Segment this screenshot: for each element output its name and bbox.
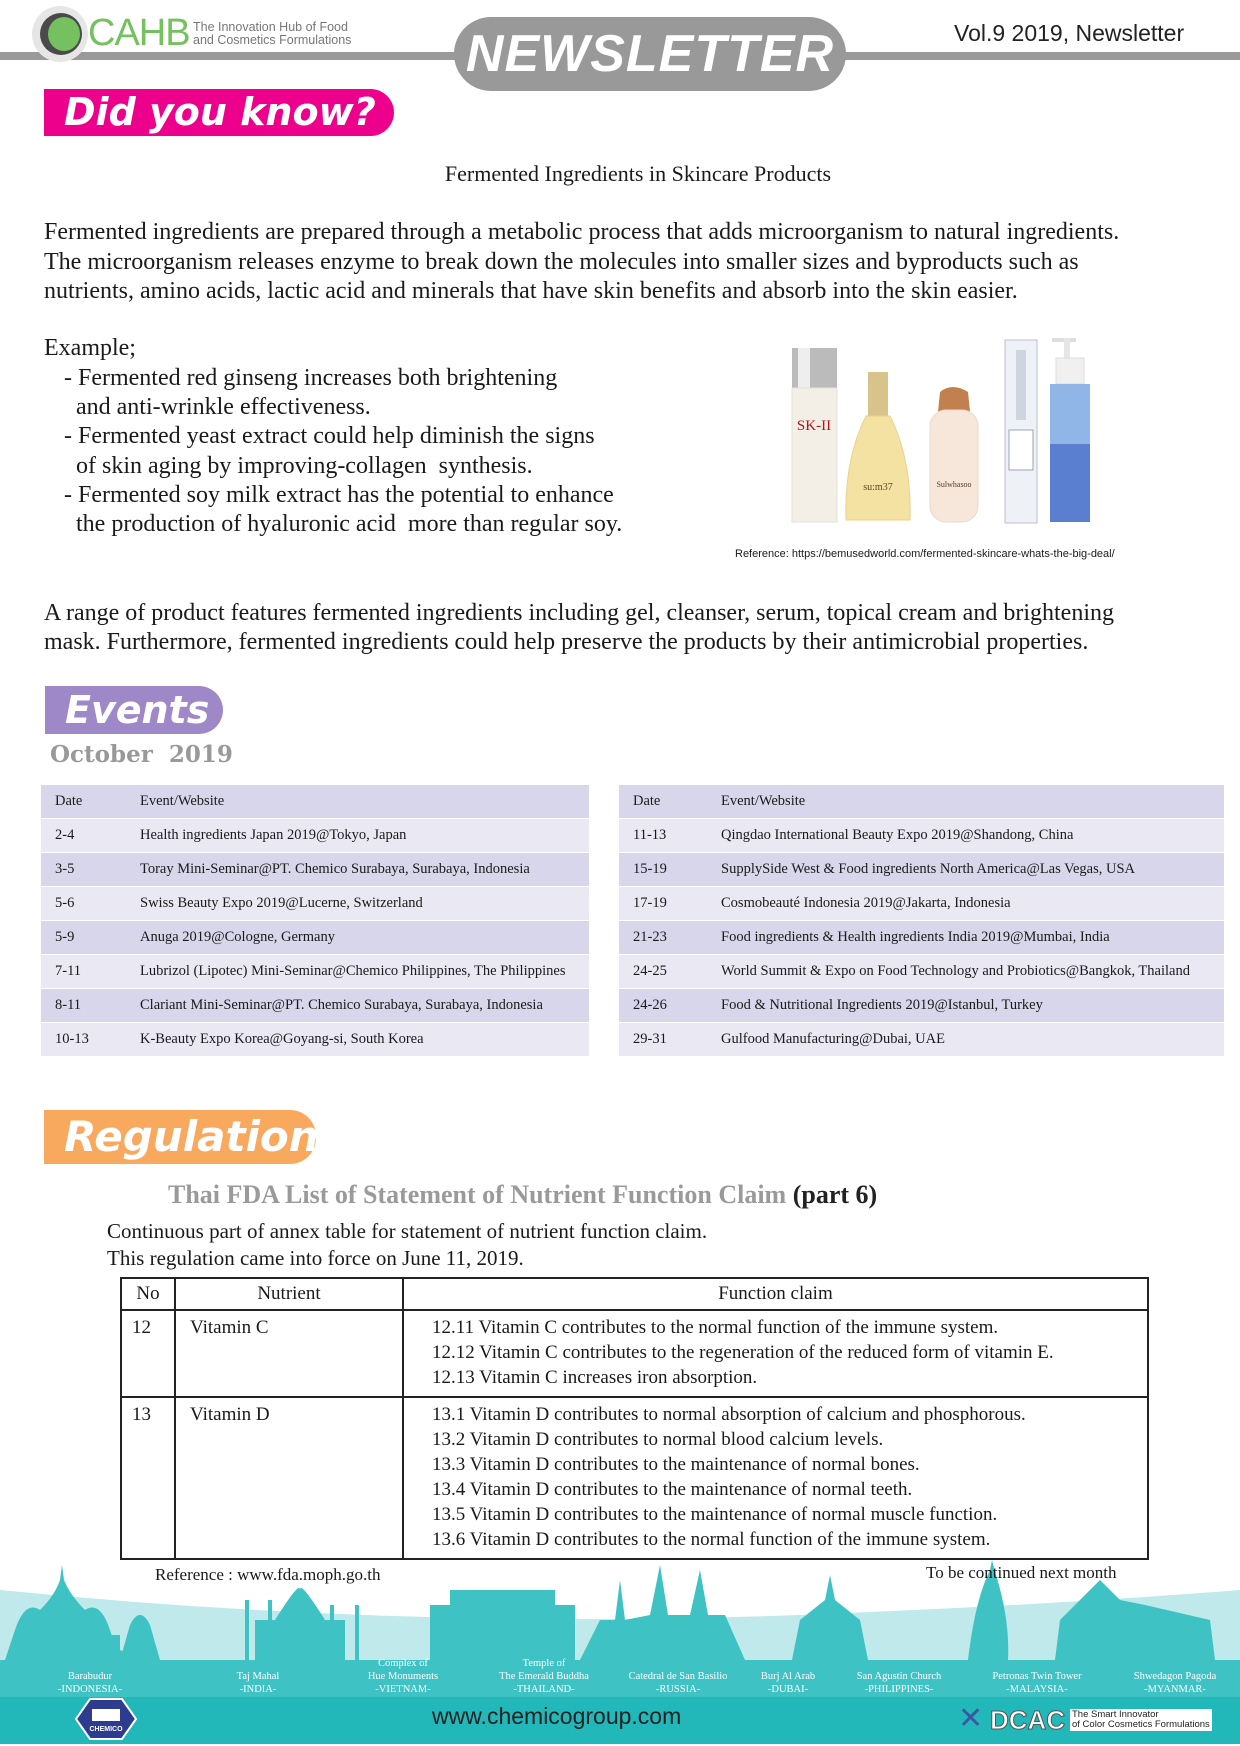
regulation-intro: Continuous part of annex table for statement of nutrient function claim. This regulation came into force on June 11, 2019. — [107, 1219, 708, 1270]
event-date: 3-5 — [41, 853, 140, 887]
event-name: Qingdao International Beauty Expo 2019@Shandong, China — [721, 819, 1224, 853]
svg-text:CHEMICO: CHEMICO — [89, 1726, 123, 1733]
example-label: Example; — [44, 335, 136, 361]
newsletter-banner: NEWSLETTER — [454, 17, 846, 91]
event-row — [619, 955, 1224, 989]
regulation-title: Thai FDA List of Statement of Nutrient Function Claim (part 6) — [168, 1180, 878, 1209]
event-row — [41, 853, 589, 887]
event-date: 5-6 — [41, 887, 140, 921]
table-header-row: No Nutrient Function claim — [121, 1278, 1148, 1310]
landmark-label: Shwedagon Pagoda -MYANMAR- — [1133, 1671, 1217, 1695]
event-name: Toray Mini-Seminar@PT. Chemico Surabaya, Surabaya, Indonesia — [140, 853, 589, 887]
event-date: 21-23 — [619, 921, 721, 955]
event-name: Food ingredients & Health ingredients India 2019@Mumbai, India — [721, 921, 1224, 955]
landmark-label: Barabudur -INDONESIA- — [57, 1671, 123, 1695]
article-title: Fermented Ingredients in Skincare Products — [444, 161, 832, 186]
landmark-label: San Agustin Church -PHILIPPINES- — [856, 1671, 942, 1695]
landmark-label: Burj Al Arab -DUBAI- — [760, 1671, 816, 1695]
event-name: SupplySide West & Food ingredients North America@Las Vegas, USA — [721, 853, 1224, 887]
event-name: Gulfood Manufacturing@Dubai, UAE — [721, 1023, 1224, 1057]
closing-paragraph: A range of product features fermented ingredients including gel, cleanser, serum, topical cream and brightening mask. Furthermore, fermented ingredients could help preserve the products by their antimicrobial properties. — [44, 600, 1114, 655]
event-row — [41, 819, 589, 853]
landmark-label: Temple of The Emerald Buddha -THAILAND- — [499, 1658, 589, 1695]
events-table-left — [41, 785, 589, 1057]
function-claim-table — [120, 1277, 1149, 1560]
event-row — [41, 1023, 589, 1057]
event-date: 5-9 — [41, 921, 140, 955]
event-name: Anuga 2019@Cologne, Germany — [140, 921, 589, 955]
issue-label: Vol.9 2019, Newsletter — [954, 20, 1185, 46]
event-date: 24-26 — [619, 989, 721, 1023]
chemico-logo — [74, 1697, 138, 1741]
sk2-bottle — [792, 348, 837, 522]
landmark-label: Complex of Hue Monuments -VIETNAM- — [367, 1658, 439, 1695]
event-row — [619, 819, 1224, 853]
events-header-row — [41, 785, 589, 819]
event-row — [619, 989, 1224, 1023]
event-date: 29-31 — [619, 1023, 721, 1057]
sulwhasoo-bottle — [930, 387, 978, 522]
events-table-right — [619, 785, 1224, 1057]
event-date: 8-11 — [41, 989, 140, 1023]
regulation-tag: Regulation — [44, 1110, 316, 1164]
landmark-label: Petronas Twin Tower -MALAYSIA- — [992, 1671, 1082, 1695]
sum37-bottle — [846, 372, 910, 520]
event-row — [41, 989, 589, 1023]
event-date: 11-13 — [619, 819, 721, 853]
events-header-row — [619, 785, 1224, 819]
event-date: 24-25 — [619, 955, 721, 989]
event-name: Clariant Mini-Seminar@PT. Chemico Surabaya, Surabaya, Indonesia — [140, 989, 589, 1023]
event-name: K-Beauty Expo Korea@Goyang-si, South Korea — [140, 1023, 589, 1057]
website-link[interactable]: www.chemicogroup.com — [432, 1703, 682, 1729]
claims-cell: 13.1 Vitamin D contributes to normal absorption of calcium and phosphorous. 13.2 Vitamin D contributes to normal blood calcium levels. 13.3 Vitamin D contributes to the maintenance of normal bones. 13.4 Vitamin D contributes to the maintenance of normal teeth. 13.5 Vitamin D contributes to the maintenance of normal muscle function. 13.6 Vitamin D contributes to the normal function of the immune system. — [403, 1397, 1148, 1559]
events-month: October 2019 — [50, 741, 233, 768]
event-name: Food & Nutritional Ingredients 2019@Istanbul, Turkey — [721, 989, 1224, 1023]
event-name: Health ingredients Japan 2019@Tokyo, Japan — [140, 819, 589, 853]
event-row — [619, 887, 1224, 921]
event-name: Cosmobeauté Indonesia 2019@Jakarta, Indonesia — [721, 887, 1224, 921]
serum-bottle — [1005, 340, 1037, 523]
event-row — [619, 853, 1224, 887]
event-name: Swiss Beauty Expo 2019@Lucerne, Switzerland — [140, 887, 589, 921]
event-date: 15-19 — [619, 853, 721, 887]
event-date: 2-4 — [41, 819, 140, 853]
svg-text:su:m37: su:m37 — [863, 482, 893, 493]
event-date: 17-19 — [619, 887, 721, 921]
claims-cell: 12.11 Vitamin C contributes to the normal function of the immune system. 12.12 Vitamin C contributes to the regeneration of the reduced form of vitamin E. 12.13 Vitamin C increases iron absorption. — [403, 1310, 1148, 1397]
event-date: 7-11 — [41, 955, 140, 989]
event-date: 10-13 — [41, 1023, 140, 1057]
svg-text:SK-II: SK-II — [796, 418, 832, 434]
example-list: - Fermented red ginseng increases both brightening and anti-wrinkle effectiveness. - Fermented yeast extract could help diminish the signs of skin aging by improving-collagen synthesis. - Fermented soy milk extract has the potential to enhance the production of hyaluronic acid more than regular soy. — [64, 365, 623, 538]
event-row — [619, 921, 1224, 955]
cleanser-bottle — [1050, 338, 1090, 522]
intro-paragraph: Fermented ingredients are prepared through a metabolic process that adds microorganism to natural ingredients. The microorganism releases enzyme to break down the molecules into smaller sizes and byproducts such as nutrients, amino acids, lactic acid and minerals that have skin benefits and absorb into the skin easier. — [44, 219, 1120, 304]
image-reference: Reference: https://bemusedworld.com/fermented-skincare-whats-the-big-deal/ — [735, 548, 1115, 560]
event-name: Lubrizol (Lipotec) Mini-Seminar@Chemico Philippines, The Philippines — [140, 955, 589, 989]
continued-note: To be continued next month — [926, 1563, 1117, 1582]
event-row — [41, 887, 589, 921]
landmark-label: Taj Mahal -INDIA- — [236, 1671, 280, 1695]
table-row: 13 Vitamin D 13.1 Vitamin D contributes to normal absorption of calcium and phosphorous. 13.2 Vitamin D contributes to normal blood calcium levels. 13.3 Vitamin D contributes to the maintenance of normal bones. 13.4 Vitamin D contributes to the maintenance of normal teeth. 13.5 Vitamin D contributes to the maintenance of normal muscle function. 13.6 Vitamin D contributes to the normal function of the immune system. — [121, 1397, 1148, 1559]
event-header: Event/Website — [721, 785, 1224, 819]
event-header: Event/Website — [140, 785, 589, 819]
landmark-label: Catedral de San Basilio -RUSSIA- — [628, 1671, 728, 1695]
event-name: World Summit & Expo on Food Technology and Probiotics@Bangkok, Thailand — [721, 955, 1224, 989]
table-row: 12 Vitamin C 12.11 Vitamin C contributes to the normal function of the immune system. 12.12 Vitamin C contributes to the regeneration of the reduced form of vitamin E. 12.13 Vitamin C increases iron absorption. — [121, 1310, 1148, 1397]
regulation-reference: Reference : www.fda.moph.go.th — [155, 1565, 381, 1584]
event-row — [41, 921, 589, 955]
events-tag: Events — [45, 686, 223, 734]
event-row — [619, 1023, 1224, 1057]
did-you-know-tag: Did you know? — [44, 89, 394, 136]
event-row — [41, 955, 589, 989]
date-header: Date — [619, 785, 721, 819]
date-header: Date — [41, 785, 140, 819]
skincare-products-image — [780, 330, 1110, 530]
svg-text:Sulwhasoo: Sulwhasoo — [936, 480, 972, 489]
